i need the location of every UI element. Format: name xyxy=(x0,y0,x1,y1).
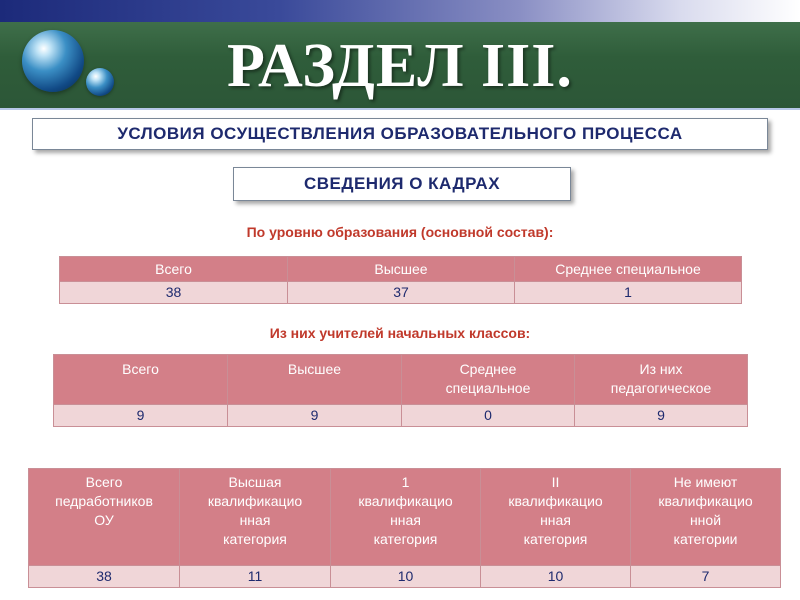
table2-header-cell xyxy=(575,355,748,405)
table3-value-cell: 10 xyxy=(481,566,631,588)
qualification-table xyxy=(28,468,781,588)
table2-header-line: Высшее xyxy=(287,361,342,377)
table2-header-cell xyxy=(402,355,575,405)
staff-info-heading: СВЕДЕНИЯ О КАДРАХ xyxy=(233,167,571,201)
page-title: РАЗДЕЛ III. xyxy=(227,32,573,100)
table3-value-cell: 11 xyxy=(180,566,331,588)
table2-value-cell: 9 xyxy=(54,405,228,427)
table3-header-line: квалификацио xyxy=(508,493,603,509)
table3-value-cell: 10 xyxy=(331,566,481,588)
table3-header-line: нная xyxy=(390,512,421,528)
header-divider xyxy=(0,108,800,110)
table3-header-line: нной xyxy=(689,512,722,528)
table1-header-cell: Среднее специальное xyxy=(515,257,742,282)
table2-header-line: специальное xyxy=(445,380,531,396)
table3-header-line: квалификацио xyxy=(358,493,453,509)
table2-value-cell: 9 xyxy=(228,405,402,427)
table3-header-line: категория xyxy=(523,531,588,547)
table3-value-cell: 38 xyxy=(29,566,180,588)
table1-value-cell: 38 xyxy=(60,282,288,304)
table3-value-cell: 7 xyxy=(631,566,781,588)
table3-header-line: II xyxy=(551,474,560,490)
primary-teachers-table xyxy=(53,354,748,427)
table3-header-line: Высшая xyxy=(228,474,282,490)
table3-header-line: Не имеют xyxy=(673,474,738,490)
table2-header-line: Среднее xyxy=(459,361,517,377)
table2-value-cell: 9 xyxy=(575,405,748,427)
table3-header-line: 1 xyxy=(401,474,410,490)
top-gradient-bar xyxy=(0,0,800,22)
table1-value-cell: 37 xyxy=(288,282,515,304)
table3-header-line: нная xyxy=(540,512,571,528)
table2-header-line: Всего xyxy=(122,361,159,377)
table3-header-line: категория xyxy=(373,531,438,547)
table3-header-cell xyxy=(29,469,180,566)
table1-value-cell: 1 xyxy=(515,282,742,304)
table3-header-cell xyxy=(180,469,331,566)
table1-caption: По уровню образования (основной состав): xyxy=(246,224,554,240)
table3-header-line: квалификацио xyxy=(207,493,303,509)
table3-header-line: педработников xyxy=(55,493,153,509)
section-subtitle: УСЛОВИЯ ОСУЩЕСТВЛЕНИЯ ОБРАЗОВАТЕЛЬНОГО ПРОЦЕССА xyxy=(32,118,768,150)
table3-header-line: категория xyxy=(223,531,287,547)
table2-header-line: педагогическое xyxy=(610,380,712,396)
table2-value-cell: 0 xyxy=(402,405,575,427)
table3-header-cell xyxy=(481,469,631,566)
table3-header-cell xyxy=(631,469,781,566)
table3-header-line: квалификацио xyxy=(658,493,753,509)
table2-caption: Из них учителей начальных классов: xyxy=(269,325,531,341)
table3-header-line: ОУ xyxy=(94,512,114,528)
table1-header-cell: Высшее xyxy=(288,257,515,282)
table1-header-cell: Всего xyxy=(60,257,288,282)
table3-header-cell xyxy=(331,469,481,566)
table3-header-line: Всего xyxy=(85,474,123,490)
table2-header-cell xyxy=(54,355,228,405)
table2-header-line: Из них xyxy=(639,361,683,377)
education-level-table xyxy=(59,256,742,304)
table3-header-line: нная xyxy=(239,512,271,528)
table3-header-line: категории xyxy=(673,531,738,547)
table2-header-cell xyxy=(228,355,402,405)
